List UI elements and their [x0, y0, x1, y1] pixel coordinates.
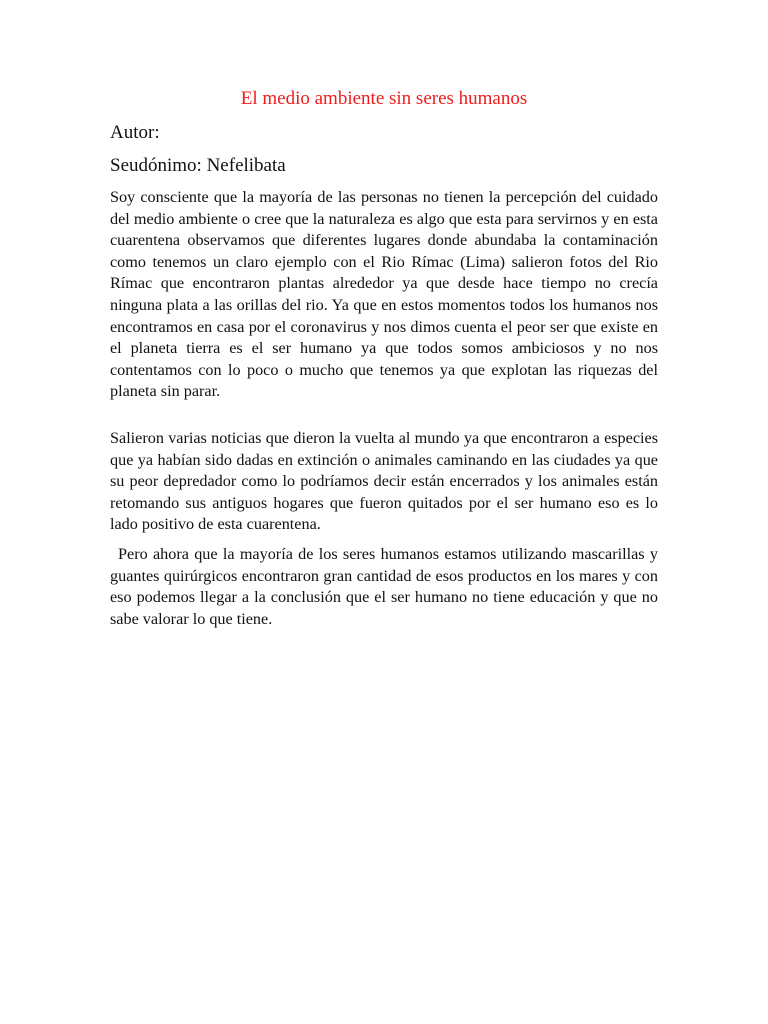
pseudonym-line: Seudónimo: Nefelibata	[110, 155, 286, 176]
document-title: El medio ambiente sin seres humanos	[240, 88, 528, 109]
paragraph-3: Pero ahora que la mayoría de los seres humanos estamos utilizando mascarillas y guantes quirúrgicos encontraron gran cantidad de esos productos en los mares y con eso podemos llegar a la conclusión que el ser humano no tiene educación y que no sabe valorar lo que tiene.	[110, 545, 658, 628]
paragraph-2: Salieron varias noticias que dieron la vuelta al mundo ya que encontraron a especies que ya habían sido dadas en extinción o animales caminando en las ciudades ya que su peor depredador como lo podríamos decir están encerrados y los animales están retomando sus antiguos hogares que fueron quitados por el ser humano eso es lo lado positivo de esta cuarentena.	[110, 429, 658, 534]
author-label: Autor:	[110, 122, 160, 143]
paragraph-1: Soy consciente que la mayoría de las personas no tienen la percepción del cuidado del medio ambiente o cree que la naturaleza es algo que esta para servirnos y en esta cuarentena observamos que diferentes lugares donde abundaba la contaminación como tenemos un claro ejemplo con el Rio Rímac (Lima) salieron fotos del Rio Rímac que encontraron plantas alrededor ya que desde hace tiempo no crecía ninguna plata a las orillas del rio. Ya que en estos momentos todos los humanos nos encontramos en casa por el coronavirus y nos dimos cuenta el peor ser que existe en el planeta tierra es el ser humano ya que todos somos ambiciosos y no nos contentamos con lo poco o mucho que tenemos ya que explotan las riquezas del planeta sin parar.	[110, 188, 658, 401]
